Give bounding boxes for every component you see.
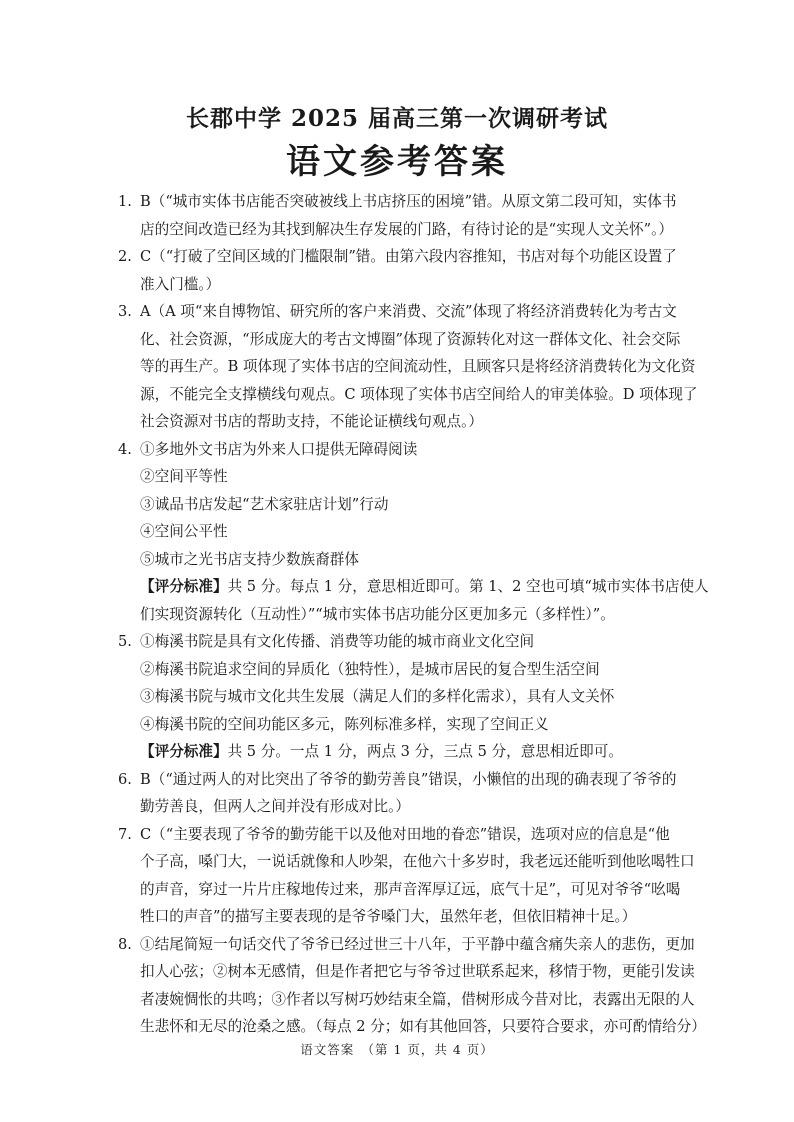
answer-line: ②空间平等性 <box>140 468 228 485</box>
answer-list <box>118 188 709 1041</box>
answer-item <box>118 821 695 931</box>
exam-title: 长郡中学 2025 届高三第一次调研考试 <box>185 105 609 132</box>
answer-line: B（“城市实体书店能否突破被线上书店挤压的困境”错。从原文第二段可知，实体书 <box>140 193 677 210</box>
scoring-note-line <box>140 601 678 629</box>
page-title: 语文参考答案 <box>286 142 508 182</box>
answer-line: 店的空间改造已经为其找到解决生存发展的门路，有待讨论的是“实现人文关怀”。） <box>140 220 673 238</box>
answer-line: 个子高，嗓门大，一说话就像和人吵架，在他六十多岁时，我老远还能听到他吆喝牲口 <box>140 853 695 870</box>
answer-line: 勤劳善良，但两人之间并没有形成对比。） <box>140 798 410 815</box>
question-number: 1. <box>118 193 132 210</box>
answer-item <box>118 298 698 436</box>
question-number: 8. <box>118 935 132 953</box>
answer-line: 化、社会资源，“形成庞大的考古文博圈”体现了资源转化对这一群体文化、社会交际 <box>140 330 681 348</box>
answer-item <box>118 628 678 766</box>
question-number: 6. <box>118 770 132 788</box>
page-footer: 语文答案 （第 1 页，共 4 页） <box>300 1042 494 1057</box>
answer-item <box>118 766 678 821</box>
answer-line: ①多地外文书店为外来人口提供无障碍阅读 <box>140 440 418 458</box>
answer-item <box>118 436 709 629</box>
scoring-note-line <box>140 738 678 766</box>
scoring-text: 共 5 分。一点 1 分，两点 3 分，三点 5 分，意思相近即可。 <box>227 743 623 760</box>
answer-line: ①结尾简短一句话交代了爷爷已经过世三十八年，于平静中蕴含痛失亲人的悲伤，更加 <box>140 935 695 953</box>
answer-line: 生悲怀和无尽的沧桑之感。（每点 2 分；如有其他回答，只要符合要求，亦可酌情给分） <box>140 1018 706 1035</box>
answer-line: 等的再生产。B 项体现了实体书店的空间流动性，且顾客只是将经济消费转化为文化资 <box>140 358 696 375</box>
question-number: 5. <box>118 633 132 650</box>
answer-line: 源，不能完全支撑横线句观点。C 项体现了实体书店空间给人的审美体验。D 项体现了 <box>140 385 698 403</box>
answer-line: B（“通过两人的对比突出了爷爷的勤劳善良”错误，小懒倌的出现的确表现了爷爷的 <box>140 770 677 788</box>
answer-line: ①梅溪书院是具有文化传播、消费等功能的城市商业文化空间 <box>140 633 535 650</box>
answer-line: 的声音，穿过一片片庄稼地传过来，那声音浑厚辽远，底气十足”，可见对爷爷“吆喝 <box>140 880 681 898</box>
answer-line: 牲口的声音”的描写主要表现的是爷爷嗓门大，虽然年老，但依旧精神十足。） <box>140 908 637 925</box>
answer-item <box>118 931 706 1041</box>
answer-line: C（“主要表现了爷爷的勤劳能干以及他对田地的眷恋”错误，选项对应的信息是“他 <box>140 825 670 843</box>
answer-item <box>118 243 678 298</box>
answer-item <box>118 188 678 243</box>
scoring-text: 们实现资源转化（互动性）”“城市实体书店功能分区更加多元（多样性）”。 <box>140 605 615 623</box>
question-number: 7. <box>118 825 132 843</box>
scoring-label: 【评分标准】 <box>140 743 228 760</box>
answer-line: 准入门槛。） <box>140 275 221 293</box>
answer-line: 者凄婉惆怅的共鸣；③作者以写树巧妙结束全篇，借树形成今昔对比，表露出无限的人 <box>140 990 695 1008</box>
question-number: 2. <box>118 248 132 265</box>
question-number: 4. <box>118 440 132 458</box>
answer-line: ③诚品书店发起“艺术家驻店计划”行动 <box>140 495 389 513</box>
answer-line: ⑤城市之光书店支持少数族裔群体 <box>140 550 359 568</box>
scoring-text: 共 5 分。每点 1 分，意思相近即可。第 1、2 空也可填“城市实体书店使人 <box>227 578 709 595</box>
answer-line: A（A 项“来自博物馆、研究所的客户来消费、交流”体现了将经济消费转化为考古文 <box>140 303 677 320</box>
answer-line: ②梅溪书院追求空间的异质化（独特性），是城市居民的复合型生活空间 <box>140 660 600 678</box>
answer-line: ④梅溪书院的空间功能区多元，陈列标准多样，实现了空间正义 <box>140 715 549 733</box>
question-number: 3. <box>118 303 132 320</box>
scoring-note-line <box>140 573 709 601</box>
answer-line: ③梅溪书院与城市文化共生发展（满足人们的多样化需求），具有人文关怀 <box>140 688 615 705</box>
answer-line: ④空间公平性 <box>140 523 228 540</box>
answer-line: 社会资源对书店的帮助支持，不能论证横线句观点。） <box>140 413 483 430</box>
scoring-label: 【评分标准】 <box>140 578 228 595</box>
answer-line: C（“打破了空间区域的门槛限制”错。由第六段内容推知，书店对每个功能区设置了 <box>140 248 677 265</box>
answer-line: 扣人心弦；②树本无感情，但是作者把它与爷爷过世联系起来，移情于物，更能引发读 <box>140 963 695 980</box>
